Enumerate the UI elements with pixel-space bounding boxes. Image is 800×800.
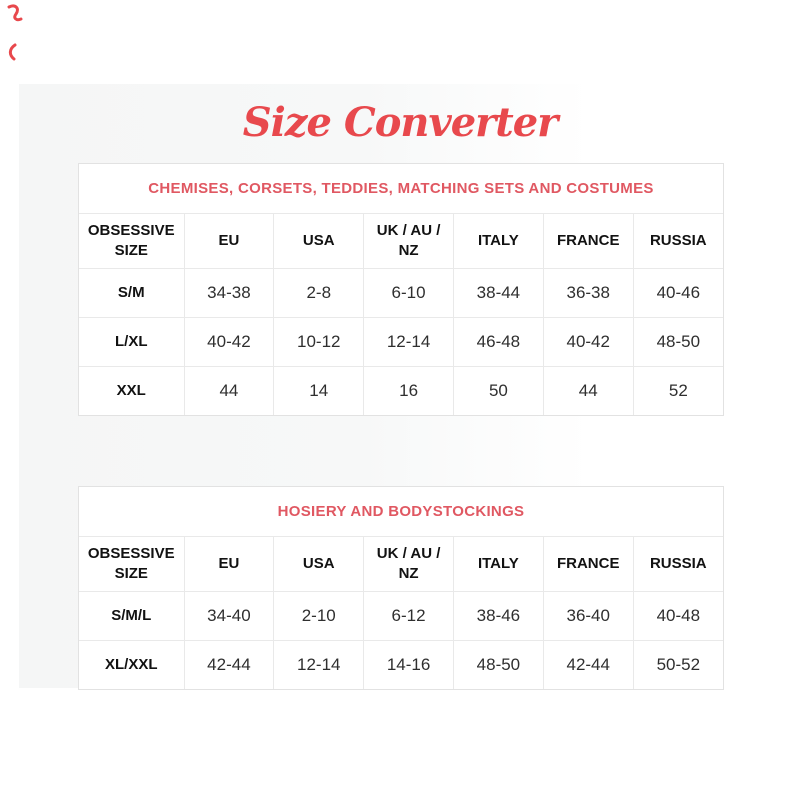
column-header: EU <box>184 537 274 591</box>
size-value-cell: 42-44 <box>543 640 633 689</box>
size-value-cell: 10-12 <box>274 317 364 366</box>
size-value-cell: 38-46 <box>453 591 543 640</box>
size-value-cell: 6-12 <box>364 591 454 640</box>
size-value-cell: 40-42 <box>184 317 274 366</box>
size-value-cell: 16 <box>364 366 454 415</box>
row-size-label: L/XL <box>79 317 184 366</box>
size-value-cell: 14 <box>274 366 364 415</box>
column-header: UK / AU / NZ <box>364 537 454 591</box>
header-row <box>79 537 723 591</box>
column-header: FRANCE <box>543 537 633 591</box>
size-value-cell: 48-50 <box>453 640 543 689</box>
decorative-squiggle-icon <box>7 43 19 62</box>
size-value-cell: 46-48 <box>453 317 543 366</box>
size-value-cell: 40-42 <box>543 317 633 366</box>
size-value-cell: 50-52 <box>633 640 723 689</box>
row-size-label: S/M/L <box>79 591 184 640</box>
column-header: RUSSIA <box>633 537 723 591</box>
size-value-cell: 44 <box>543 366 633 415</box>
size-row <box>79 591 723 640</box>
size-value-cell: 52 <box>633 366 723 415</box>
size-value-cell: 14-16 <box>364 640 454 689</box>
size-value-cell: 40-46 <box>633 268 723 317</box>
size-row <box>79 640 723 689</box>
page-title: Size Converter <box>242 99 558 146</box>
table-caption: HOSIERY AND BODYSTOCKINGS <box>79 487 723 537</box>
column-header: FRANCE <box>543 214 633 268</box>
decorative-squiggle-icon <box>7 4 23 24</box>
column-header: OBSESSIVE SIZE <box>87 222 175 259</box>
size-value-cell: 42-44 <box>184 640 274 689</box>
size-value-cell: 2-8 <box>274 268 364 317</box>
size-conversion-table <box>79 214 723 415</box>
size-value-cell: 6-10 <box>364 268 454 317</box>
row-size-label: XXL <box>79 366 184 415</box>
size-value-cell: 12-14 <box>274 640 364 689</box>
size-value-cell: 50 <box>453 366 543 415</box>
size-value-cell: 44 <box>184 366 274 415</box>
column-header: ITALY <box>453 537 543 591</box>
column-header: UK / AU / NZ <box>364 214 454 268</box>
size-value-cell: 40-48 <box>633 591 723 640</box>
size-table-hosiery <box>78 486 724 690</box>
size-value-cell: 2-10 <box>274 591 364 640</box>
size-row <box>79 366 723 415</box>
size-row <box>79 268 723 317</box>
column-header: EU <box>184 214 274 268</box>
header-row <box>79 214 723 268</box>
row-size-label: S/M <box>79 268 184 317</box>
column-header: ITALY <box>453 214 543 268</box>
size-value-cell: 36-40 <box>543 591 633 640</box>
table-caption: CHEMISES, CORSETS, TEDDIES, MATCHING SETS AND COSTUMES <box>79 164 723 214</box>
column-header: USA <box>274 537 364 591</box>
size-value-cell: 48-50 <box>633 317 723 366</box>
size-value-cell: 38-44 <box>453 268 543 317</box>
size-conversion-table <box>79 537 723 689</box>
size-value-cell: 12-14 <box>364 317 454 366</box>
size-value-cell: 34-38 <box>184 268 274 317</box>
row-size-label: XL/XXL <box>79 640 184 689</box>
size-value-cell: 34-40 <box>184 591 274 640</box>
column-header: RUSSIA <box>633 214 723 268</box>
size-value-cell: 36-38 <box>543 268 633 317</box>
size-table-chemises <box>78 163 724 416</box>
column-header: OBSESSIVE SIZE <box>87 545 175 582</box>
size-row <box>79 317 723 366</box>
column-header: USA <box>274 214 364 268</box>
